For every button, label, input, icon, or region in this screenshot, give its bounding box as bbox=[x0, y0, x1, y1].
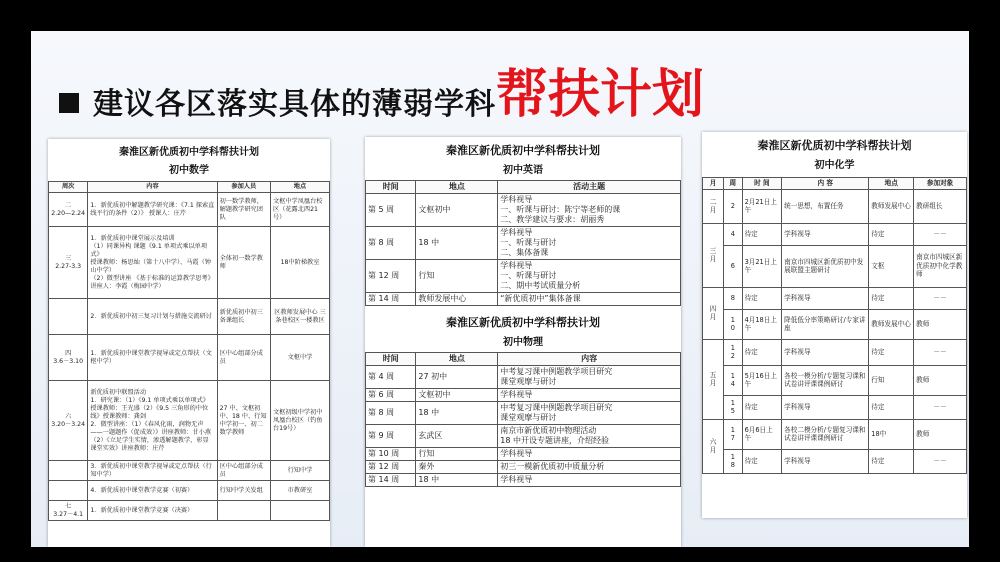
time-cell: 6月6日上午 bbox=[742, 419, 782, 449]
week-cell: 1 2 bbox=[724, 339, 742, 365]
header-cell: 地点 bbox=[869, 178, 914, 190]
target-cell: －－ bbox=[914, 223, 967, 245]
place-cell: 行知中学 bbox=[270, 461, 329, 481]
place-cell: 文枢初中 bbox=[416, 194, 498, 227]
content-cell: 学科视导 bbox=[782, 339, 869, 365]
english-physics-plan-sheet bbox=[365, 137, 681, 547]
math-plan-table bbox=[48, 181, 330, 521]
target-cell: 教研组长 bbox=[914, 189, 967, 223]
math-plan-subtitle: 初中数学 bbox=[169, 165, 209, 176]
place-cell: 18 中 bbox=[416, 474, 498, 487]
header-cell: 参加人员 bbox=[217, 182, 270, 193]
content-cell: 学科视导 bbox=[782, 449, 869, 473]
week-cell: 四 3.6－3.10 bbox=[49, 335, 88, 381]
math-plan-title: 秦淮区新优质初中学科帮扶计划 bbox=[119, 147, 259, 158]
week-cell bbox=[49, 481, 88, 501]
place-cell: 18 中 bbox=[416, 402, 498, 425]
table-row bbox=[366, 474, 681, 487]
place-cell: 市教研室 bbox=[270, 481, 329, 501]
place-cell: 玄武区 bbox=[416, 425, 498, 448]
place-cell: 18 中 bbox=[416, 227, 498, 260]
target-cell: －－ bbox=[914, 395, 967, 419]
place-cell: 待定 bbox=[869, 339, 914, 365]
table-row bbox=[703, 449, 967, 473]
place-cell: 行知 bbox=[416, 260, 498, 293]
topic-cell: 学科视导 一、听课与研讨 二、期中考试质量分析 bbox=[498, 260, 681, 293]
content-cell: 1．新优质初中课堂教学视导或定点帮扶（文枢中学） bbox=[88, 335, 217, 381]
time-cell: 第 4 周 bbox=[366, 366, 416, 389]
week-cell bbox=[49, 461, 88, 481]
physics-plan-title: 秦淮区新优质初中学科帮扶计划 bbox=[446, 316, 600, 329]
people-cell: 区中心组部分成员 bbox=[217, 461, 270, 481]
content-cell: 初三一模新优质初中质量分析 bbox=[498, 461, 681, 474]
place-cell: 文枢初级中学初中凤凰台校区（钓鱼台19号） bbox=[270, 381, 329, 461]
table-row bbox=[366, 293, 681, 306]
content-cell: 学科视导 bbox=[782, 287, 869, 309]
content-cell: 降低低分率策略研讨/专家讲座 bbox=[782, 309, 869, 339]
content-cell: 南京市四城区新优质初中发展联盟主题研讨 bbox=[782, 245, 869, 287]
content-cell: 各校二模分析/专题复习课和试卷讲评课课例研讨 bbox=[782, 419, 869, 449]
place-cell: 教师发展中心 bbox=[869, 189, 914, 223]
header-cell: 时 间 bbox=[742, 178, 782, 190]
chemistry-plan-sheet bbox=[702, 132, 967, 518]
place-cell bbox=[270, 501, 329, 521]
people-cell: 新优质初中初三备课组长 bbox=[217, 299, 270, 335]
header-cell: 内容 bbox=[498, 353, 681, 366]
table-row bbox=[49, 335, 330, 381]
week-cell: 1 5 bbox=[724, 395, 742, 419]
time-cell: 第 8 周 bbox=[366, 402, 416, 425]
week-cell: 二 2.20—2.24 bbox=[49, 193, 88, 227]
table-row bbox=[703, 245, 967, 287]
time-cell: 第 12 周 bbox=[366, 461, 416, 474]
place-cell: 文枢中学 bbox=[270, 335, 329, 381]
week-cell: 6 bbox=[724, 245, 742, 287]
header-cell: 内 容 bbox=[782, 178, 869, 190]
header-cell: 周 bbox=[724, 178, 742, 190]
target-cell: 教师 bbox=[914, 365, 967, 395]
header-cell: 地点 bbox=[270, 182, 329, 193]
chemistry-plan-title: 秦淮区新优质初中学科帮扶计划 bbox=[757, 139, 912, 152]
table-row bbox=[366, 260, 681, 293]
chemistry-plan-subtitle: 初中化学 bbox=[814, 160, 855, 171]
place-cell: 教师发展中心 bbox=[416, 293, 498, 306]
place-cell: 区教师发展中心 三条巷校区一楼教区 bbox=[270, 299, 329, 335]
table-row bbox=[703, 309, 967, 339]
time-cell: 3月21日上午 bbox=[742, 245, 782, 287]
time-cell: 待定 bbox=[742, 339, 782, 365]
place-cell: 行知 bbox=[416, 448, 498, 461]
place-cell: 待定 bbox=[869, 449, 914, 473]
table-row bbox=[366, 461, 681, 474]
content-cell: 3．新优质初中课堂教学视导或定点帮扶（行知中学） bbox=[88, 461, 217, 481]
english-plan-title: 秦淮区新优质初中学科帮扶计划 bbox=[446, 144, 600, 157]
header-cell: 周次 bbox=[49, 182, 88, 193]
place-cell: 待定 bbox=[869, 395, 914, 419]
target-cell: －－ bbox=[914, 287, 967, 309]
table-header-row bbox=[703, 178, 967, 190]
slide bbox=[31, 31, 969, 547]
table-row bbox=[366, 227, 681, 260]
place-cell: 文枢初中 bbox=[416, 389, 498, 402]
table-row bbox=[49, 193, 330, 227]
time-cell: 第 12 周 bbox=[366, 260, 416, 293]
week-cell: 三 2.27-3.3 bbox=[49, 227, 88, 299]
table-row bbox=[703, 287, 967, 309]
month-cell: 二 月 bbox=[703, 189, 724, 223]
english-plan-table bbox=[365, 180, 681, 306]
square-bullet-icon bbox=[59, 93, 79, 113]
time-cell: 第 14 周 bbox=[366, 293, 416, 306]
time-cell: 第 9 周 bbox=[366, 425, 416, 448]
week-cell: 2 bbox=[724, 189, 742, 223]
place-cell: 行知 bbox=[869, 365, 914, 395]
target-cell: －－ bbox=[914, 449, 967, 473]
time-cell: 待定 bbox=[742, 449, 782, 473]
time-cell: 待定 bbox=[742, 395, 782, 419]
time-cell: 第 5 周 bbox=[366, 194, 416, 227]
time-cell: 待定 bbox=[742, 287, 782, 309]
table-header-row bbox=[49, 182, 330, 193]
time-cell: 4月18日上午 bbox=[742, 309, 782, 339]
content-cell: 1．新优质初中课堂展示及培训 （1）同课异构 课题《9.1 单项式乘以单项式》 授课教师：杨思灿（第十八中学）、马霞（钟山中学） （2）微型讲座 《基于标准的运算教学思考》 讲座人：李霞（梅园中学） bbox=[88, 227, 217, 299]
table-row bbox=[703, 395, 967, 419]
header-cell: 时间 bbox=[366, 181, 416, 194]
table-row bbox=[703, 223, 967, 245]
content-cell: 统一思想，布置任务 bbox=[782, 189, 869, 223]
chemistry-plan-table bbox=[702, 177, 967, 474]
target-cell: 教师 bbox=[914, 309, 967, 339]
content-cell: 中考复习课中例题教学项目研究 课堂观摩与研讨 bbox=[498, 366, 681, 389]
table-row bbox=[366, 389, 681, 402]
math-plan-sheet bbox=[48, 139, 330, 547]
people-cell: 27 中、文枢初中、18 中、行知中学初一、初二数学教师 bbox=[217, 381, 270, 461]
week-cell: 1 8 bbox=[724, 449, 742, 473]
table-row bbox=[366, 448, 681, 461]
time-cell: 第 10 周 bbox=[366, 448, 416, 461]
table-row bbox=[703, 339, 967, 365]
content-cell: 各校一模分析/专题复习课和试卷讲评课课例研讨 bbox=[782, 365, 869, 395]
content-cell: 学科视导 bbox=[498, 474, 681, 487]
people-cell: 全体初一数学教师 bbox=[217, 227, 270, 299]
time-cell: 5月16日上午 bbox=[742, 365, 782, 395]
content-cell: 学科视导 bbox=[782, 395, 869, 419]
week-cell bbox=[49, 299, 88, 335]
content-cell: 学科视导 bbox=[782, 223, 869, 245]
table-row bbox=[703, 419, 967, 449]
week-cell: 1 4 bbox=[724, 365, 742, 395]
place-cell: 教师发展中心 bbox=[869, 309, 914, 339]
table-row bbox=[703, 189, 967, 223]
place-cell: 文枢中学凤凰台校区（花露北西21号） bbox=[270, 193, 329, 227]
people-cell: 行知中学关发组 bbox=[217, 481, 270, 501]
table-row bbox=[703, 365, 967, 395]
table-header-row bbox=[366, 353, 681, 366]
table-row bbox=[49, 481, 330, 501]
place-cell: 18中阶梯教室 bbox=[270, 227, 329, 299]
table-row bbox=[49, 461, 330, 481]
place-cell: 27 初中 bbox=[416, 366, 498, 389]
table-row bbox=[49, 299, 330, 335]
topic-cell: “新优质初中”集体备课 bbox=[498, 293, 681, 306]
place-cell: 待定 bbox=[869, 287, 914, 309]
header-cell: 参加对象 bbox=[914, 178, 967, 190]
header-cell: 活动主题 bbox=[498, 181, 681, 194]
table-row bbox=[49, 381, 330, 461]
place-cell: 文枢 bbox=[869, 245, 914, 287]
content-cell: 新优质初中联盟活动 1．研究课：（1）《9.1 单项式乘以单项式》授课教师：王光盛（2）《9.5 三角形的中位线》授课教师：龚剑 2．微型讲座：（1）《春风化雨，润物无声——一题题作（促成效）》讲座教师：甘小燕（2）《立足学生实情，渗透解题教学，彰显课堂实效》讲座教师：庄芹 bbox=[88, 381, 217, 461]
table-row bbox=[49, 227, 330, 299]
time-cell: 第 14 周 bbox=[366, 474, 416, 487]
month-cell: 五 月 bbox=[703, 339, 724, 419]
week-cell: 1 7 bbox=[724, 419, 742, 449]
header-cell: 地点 bbox=[416, 181, 498, 194]
table-row bbox=[366, 366, 681, 389]
people-cell: 初一数学教师，解题教学研究团队 bbox=[217, 193, 270, 227]
slide-title bbox=[59, 67, 704, 127]
physics-plan-subtitle: 初中物理 bbox=[503, 337, 543, 348]
target-cell: 南京市四城区新优质初中化学教师 bbox=[914, 245, 967, 287]
header-cell: 月 bbox=[703, 178, 724, 190]
month-cell: 三 月 bbox=[703, 223, 724, 287]
time-cell: 待定 bbox=[742, 223, 782, 245]
table-header-row bbox=[366, 181, 681, 194]
month-cell: 六 月 bbox=[703, 419, 724, 473]
title-main: 建议各区落实具体的薄弱学科 bbox=[93, 87, 496, 122]
content-cell: 中考复习课中例题教学项目研究 课堂观摩与研讨 bbox=[498, 402, 681, 425]
header-cell: 内容 bbox=[88, 182, 217, 193]
table-row bbox=[366, 194, 681, 227]
content-cell: 南京市新优质初中物理活动 18 中开设专题讲座，介绍经验 bbox=[498, 425, 681, 448]
week-cell: 七 3.27－4.1 bbox=[49, 501, 88, 521]
title-emphasis: 帮扶计划 bbox=[496, 65, 705, 125]
english-plan-subtitle: 初中英语 bbox=[503, 165, 543, 176]
people-cell bbox=[217, 501, 270, 521]
content-cell: 2．新优质初中初三复习计划与措施交流研讨 bbox=[88, 299, 217, 335]
place-cell: 待定 bbox=[869, 223, 914, 245]
place-cell: 秦外 bbox=[416, 461, 498, 474]
table-row bbox=[366, 425, 681, 448]
topic-cell: 学科视导 一、听课与研讨：陈宁等老师的课 二、教学建议与要求：胡丽秀 bbox=[498, 194, 681, 227]
week-cell: 8 bbox=[724, 287, 742, 309]
topic-cell: 学科视导 一、听课与研讨 二、集体备课 bbox=[498, 227, 681, 260]
table-row bbox=[49, 501, 330, 521]
month-cell: 四 月 bbox=[703, 287, 724, 339]
week-cell: 六 3.20－3.24 bbox=[49, 381, 88, 461]
content-cell: 学科视导 bbox=[498, 448, 681, 461]
physics-plan-table bbox=[365, 352, 681, 487]
header-cell: 地点 bbox=[416, 353, 498, 366]
content-cell: 学科视导 bbox=[498, 389, 681, 402]
week-cell: 4 bbox=[724, 223, 742, 245]
week-cell: 1 0 bbox=[724, 309, 742, 339]
content-cell: 4．新优质初中课堂教学竞赛（初赛） bbox=[88, 481, 217, 501]
time-cell: 2月21日上午 bbox=[742, 189, 782, 223]
content-cell: 1．新优质初中解题教学研究课：《7.1 探索直线平行的条件（2）》 授课人：庄芹 bbox=[88, 193, 217, 227]
people-cell: 区中心组部分成员 bbox=[217, 335, 270, 381]
place-cell: 18中 bbox=[869, 419, 914, 449]
table-row bbox=[366, 402, 681, 425]
time-cell: 第 6 周 bbox=[366, 389, 416, 402]
content-cell: 1．新优质初中课堂教学竞赛（决赛） bbox=[88, 501, 217, 521]
target-cell: 教师 bbox=[914, 419, 967, 449]
header-cell: 时间 bbox=[366, 353, 416, 366]
time-cell: 第 8 周 bbox=[366, 227, 416, 260]
target-cell: －－ bbox=[914, 339, 967, 365]
